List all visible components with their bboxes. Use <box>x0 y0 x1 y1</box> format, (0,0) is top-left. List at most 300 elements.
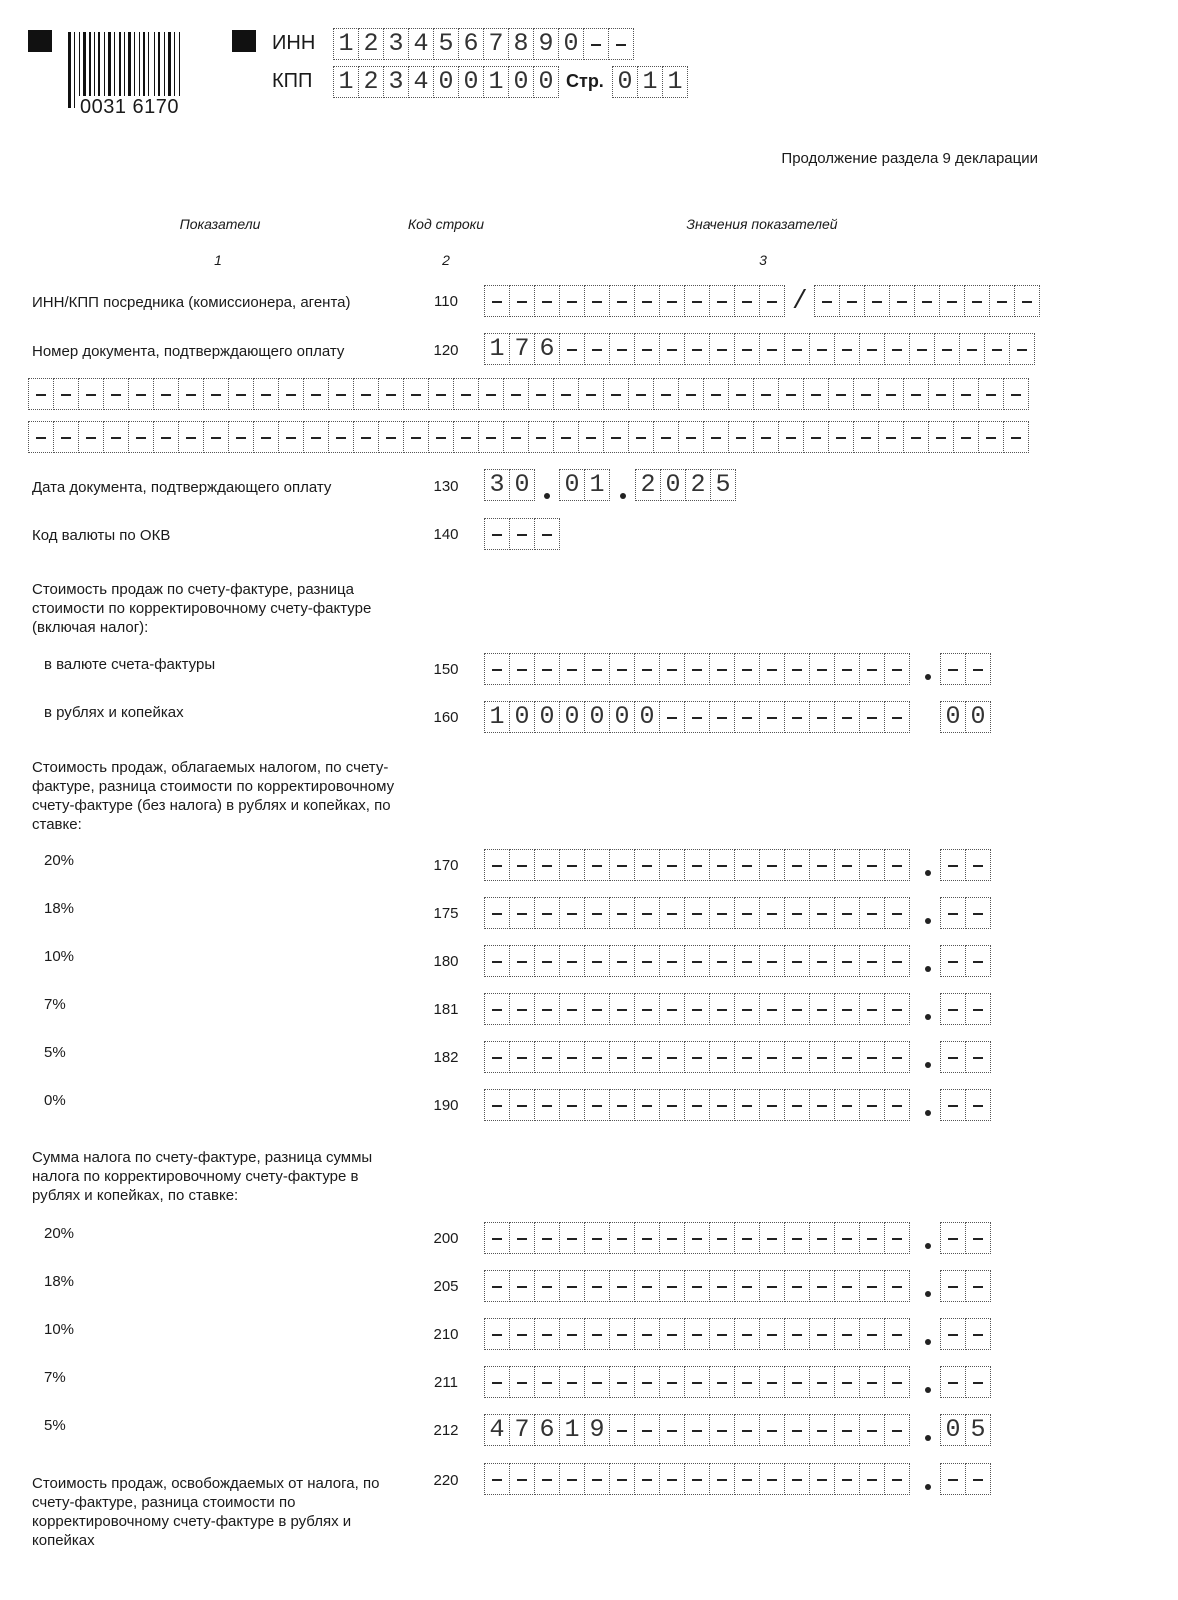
char-cell <box>809 1318 835 1350</box>
char-cell <box>228 421 254 453</box>
char-cell <box>634 1318 660 1350</box>
char-cell <box>734 945 760 977</box>
char-cell <box>709 701 735 733</box>
char-cell: 0 <box>965 701 991 733</box>
date-dot-2 <box>620 493 626 499</box>
char-cell <box>709 1222 735 1254</box>
char-cell <box>609 993 635 1025</box>
char-cell <box>914 285 940 317</box>
char-cell: 9 <box>584 1414 610 1446</box>
column-number-2: 2 <box>442 252 450 268</box>
char-cell <box>659 1089 685 1121</box>
char-cell <box>809 1041 835 1073</box>
char-cell <box>965 1041 991 1073</box>
row-140-field[interactable] <box>484 518 559 550</box>
amount-integer-part <box>484 1463 909 1495</box>
page-number-field[interactable] <box>612 66 687 98</box>
char-cell <box>584 945 610 977</box>
char-cell <box>509 849 535 881</box>
decimal-dot <box>925 1062 931 1068</box>
char-cell <box>509 897 535 929</box>
char-cell <box>484 285 510 317</box>
char-cell <box>253 421 279 453</box>
char-cell <box>884 333 910 365</box>
char-cell <box>659 897 685 929</box>
char-cell <box>839 285 865 317</box>
char-cell <box>634 1463 660 1495</box>
char-cell: 4 <box>408 66 434 98</box>
char-cell <box>509 1366 535 1398</box>
row-150-code: 150 <box>433 661 459 678</box>
char-cell <box>584 285 610 317</box>
char-cell <box>584 333 610 365</box>
char-cell <box>609 1366 635 1398</box>
char-cell <box>484 1318 510 1350</box>
char-cell <box>884 1089 910 1121</box>
row-110-inn-field[interactable] <box>484 285 784 317</box>
char-cell <box>534 897 560 929</box>
char-cell: 1 <box>559 1414 585 1446</box>
amount-integer-part <box>484 1318 909 1350</box>
char-cell <box>609 1089 635 1121</box>
amount-fraction-part <box>940 1089 990 1121</box>
char-cell: 5 <box>965 1414 991 1446</box>
char-cell <box>203 378 229 410</box>
char-cell <box>534 1089 560 1121</box>
char-cell <box>53 378 79 410</box>
char-cell <box>809 993 835 1025</box>
char-cell <box>634 1414 660 1446</box>
char-cell <box>178 378 204 410</box>
char-cell <box>634 897 660 929</box>
char-cell <box>659 1318 685 1350</box>
section-title: Продолжение раздела 9 декларации <box>781 150 1038 167</box>
char-cell <box>403 421 429 453</box>
char-cell <box>584 1463 610 1495</box>
char-cell <box>884 897 910 929</box>
char-cell <box>609 285 635 317</box>
char-cell <box>834 701 860 733</box>
char-cell: 6 <box>534 333 560 365</box>
char-cell: 2 <box>358 28 384 60</box>
char-cell <box>709 285 735 317</box>
char-cell: 4 <box>484 1414 510 1446</box>
char-cell <box>859 1463 885 1495</box>
kpp-field[interactable] <box>333 66 558 98</box>
char-cell <box>428 421 454 453</box>
char-cell <box>103 421 129 453</box>
char-cell <box>634 333 660 365</box>
char-cell <box>734 1463 760 1495</box>
char-cell <box>684 1366 710 1398</box>
char-cell <box>659 945 685 977</box>
row-130-day-field[interactable] <box>484 469 534 501</box>
row-130-year-field[interactable] <box>635 469 735 501</box>
char-cell <box>759 849 785 881</box>
char-cell: 1 <box>484 333 510 365</box>
amount-integer-part <box>484 1041 909 1073</box>
row-205-label: 18% <box>44 1273 75 1290</box>
char-cell <box>734 993 760 1025</box>
char-cell <box>809 897 835 929</box>
alignment-marker-left <box>28 30 52 52</box>
char-cell <box>809 653 835 685</box>
char-cell <box>884 1366 910 1398</box>
char-cell <box>478 421 504 453</box>
char-cell <box>859 1318 885 1350</box>
char-cell <box>684 945 710 977</box>
char-cell <box>784 653 810 685</box>
char-cell <box>534 1041 560 1073</box>
char-cell <box>484 653 510 685</box>
char-cell <box>609 1222 635 1254</box>
amount-integer-part <box>484 993 909 1025</box>
char-cell <box>684 897 710 929</box>
char-cell <box>859 1366 885 1398</box>
char-cell <box>859 1414 885 1446</box>
char-cell <box>1009 333 1035 365</box>
char-cell <box>809 1366 835 1398</box>
char-cell <box>509 1463 535 1495</box>
row-175-label: 18% <box>44 900 75 917</box>
row-120-field-line2[interactable] <box>28 378 1028 410</box>
row-130-month-field[interactable] <box>559 469 609 501</box>
row-212-label: 5% <box>44 1417 66 1434</box>
char-cell <box>534 1366 560 1398</box>
char-cell <box>634 1089 660 1121</box>
char-cell <box>734 849 760 881</box>
char-cell <box>753 378 779 410</box>
row-200-code: 200 <box>433 1230 459 1247</box>
char-cell <box>684 1463 710 1495</box>
char-cell: 1 <box>483 66 509 98</box>
char-cell: 1 <box>333 66 359 98</box>
decimal-dot <box>925 1014 931 1020</box>
char-cell: 0 <box>558 28 584 60</box>
char-cell <box>78 421 104 453</box>
column-header-values: Значения показателей <box>686 216 838 232</box>
char-cell <box>534 1222 560 1254</box>
char-cell <box>709 1463 735 1495</box>
char-cell <box>584 1366 610 1398</box>
char-cell <box>784 993 810 1025</box>
char-cell <box>784 701 810 733</box>
char-cell <box>428 378 454 410</box>
char-cell: 0 <box>940 1414 966 1446</box>
char-cell <box>578 378 604 410</box>
char-cell: 7 <box>483 28 509 60</box>
row-220-code: 220 <box>433 1472 459 1489</box>
char-cell <box>889 285 915 317</box>
row-205-code: 205 <box>433 1278 459 1295</box>
amount-integer-part <box>484 1222 909 1254</box>
char-cell <box>659 849 685 881</box>
row-130-code: 130 <box>433 478 459 495</box>
char-cell <box>734 1366 760 1398</box>
char-cell <box>659 1463 685 1495</box>
char-cell: 0 <box>508 66 534 98</box>
row-150-label: в валюте счета-фактуры <box>44 656 216 673</box>
char-cell <box>303 378 329 410</box>
char-cell <box>784 897 810 929</box>
char-cell <box>559 1089 585 1121</box>
row-160-label: в рублях и копейках <box>44 704 184 721</box>
amount-integer-part <box>484 945 909 977</box>
char-cell <box>509 1222 535 1254</box>
char-cell <box>939 285 965 317</box>
alignment-marker-right <box>232 30 256 52</box>
char-cell <box>684 285 710 317</box>
char-cell <box>509 993 535 1025</box>
char-cell <box>734 701 760 733</box>
char-cell <box>834 849 860 881</box>
char-cell <box>834 1366 860 1398</box>
amount-fraction-part <box>940 701 990 733</box>
decimal-dot <box>925 1339 931 1345</box>
char-cell <box>940 1222 966 1254</box>
inn-field[interactable] <box>333 28 633 60</box>
char-cell <box>653 421 679 453</box>
char-cell: 3 <box>383 66 409 98</box>
char-cell <box>584 1270 610 1302</box>
char-cell: 0 <box>559 469 585 501</box>
char-cell <box>609 897 635 929</box>
char-cell <box>834 333 860 365</box>
column-number-3: 3 <box>759 252 767 268</box>
char-cell <box>584 1041 610 1073</box>
char-cell <box>584 1318 610 1350</box>
char-cell <box>734 1089 760 1121</box>
char-cell <box>653 378 679 410</box>
char-cell <box>484 518 510 550</box>
char-cell <box>928 421 954 453</box>
char-cell <box>828 421 854 453</box>
char-cell <box>878 378 904 410</box>
char-cell <box>909 333 935 365</box>
char-cell <box>484 1089 510 1121</box>
row-182-label: 5% <box>44 1044 66 1061</box>
char-cell <box>734 1318 760 1350</box>
char-cell <box>965 1463 991 1495</box>
char-cell: 1 <box>637 66 663 98</box>
decimal-dot <box>925 918 931 924</box>
char-cell <box>228 378 254 410</box>
char-cell <box>759 1089 785 1121</box>
char-cell <box>759 993 785 1025</box>
char-cell <box>609 849 635 881</box>
char-cell: 0 <box>612 66 638 98</box>
char-cell: 2 <box>685 469 711 501</box>
row-120-field-line3[interactable] <box>28 421 1028 453</box>
char-cell <box>709 993 735 1025</box>
char-cell <box>834 1463 860 1495</box>
row-190-label: 0% <box>44 1092 66 1109</box>
char-cell <box>853 378 879 410</box>
char-cell: 6 <box>534 1414 560 1446</box>
char-cell <box>453 421 479 453</box>
char-cell <box>634 1041 660 1073</box>
char-cell <box>584 1089 610 1121</box>
char-cell <box>684 1414 710 1446</box>
char-cell <box>709 653 735 685</box>
char-cell <box>684 1270 710 1302</box>
char-cell <box>659 701 685 733</box>
char-cell: 9 <box>533 28 559 60</box>
char-cell <box>759 701 785 733</box>
char-cell <box>534 1270 560 1302</box>
char-cell <box>509 945 535 977</box>
amount-fraction-part <box>940 849 990 881</box>
char-cell <box>809 701 835 733</box>
char-cell <box>634 945 660 977</box>
char-cell <box>609 1463 635 1495</box>
char-cell <box>559 945 585 977</box>
row-210-label: 10% <box>44 1321 75 1338</box>
char-cell <box>559 1041 585 1073</box>
char-cell <box>684 1222 710 1254</box>
char-cell <box>628 421 654 453</box>
char-cell <box>784 333 810 365</box>
row-140-code: 140 <box>433 526 459 543</box>
row-120-field-line1[interactable] <box>484 333 1034 365</box>
row-120-label: Номер документа, подтверждающего оплату <box>32 343 345 360</box>
char-cell <box>509 1089 535 1121</box>
row-170-label: 20% <box>44 852 75 869</box>
char-cell: 1 <box>584 469 610 501</box>
char-cell <box>659 1041 685 1073</box>
char-cell: 0 <box>458 66 484 98</box>
char-cell <box>859 945 885 977</box>
char-cell <box>709 1366 735 1398</box>
row-182-code: 182 <box>433 1049 459 1066</box>
char-cell <box>809 1222 835 1254</box>
char-cell <box>559 1318 585 1350</box>
char-cell <box>959 333 985 365</box>
amount-integer-part <box>484 1366 909 1398</box>
char-cell <box>759 1366 785 1398</box>
char-cell <box>759 945 785 977</box>
char-cell <box>609 1270 635 1302</box>
char-cell <box>509 1270 535 1302</box>
char-cell <box>684 1318 710 1350</box>
decimal-dot <box>925 1243 931 1249</box>
char-cell: 0 <box>534 701 560 733</box>
char-cell <box>759 1270 785 1302</box>
char-cell <box>809 1463 835 1495</box>
char-cell <box>584 897 610 929</box>
char-cell <box>734 653 760 685</box>
char-cell <box>965 849 991 881</box>
char-cell: 1 <box>484 701 510 733</box>
decimal-dot <box>925 674 931 680</box>
char-cell <box>853 421 879 453</box>
char-cell <box>884 945 910 977</box>
kpp-label: КПП <box>272 70 313 92</box>
char-cell <box>28 378 54 410</box>
char-cell <box>903 421 929 453</box>
char-cell <box>278 378 304 410</box>
inn-label: ИНН <box>272 32 316 54</box>
char-cell <box>278 421 304 453</box>
char-cell <box>940 1366 966 1398</box>
char-cell <box>734 897 760 929</box>
char-cell <box>453 378 479 410</box>
char-cell <box>859 333 885 365</box>
char-cell <box>28 421 54 453</box>
barcode-bar <box>68 32 71 108</box>
char-cell <box>534 653 560 685</box>
amount-integer-part <box>484 701 909 733</box>
char-cell: 0 <box>509 469 535 501</box>
char-cell <box>303 421 329 453</box>
char-cell <box>784 1222 810 1254</box>
row-110-kpp-field[interactable] <box>814 285 1039 317</box>
char-cell: 0 <box>940 701 966 733</box>
char-cell <box>684 1041 710 1073</box>
char-cell <box>859 897 885 929</box>
char-cell <box>759 1041 785 1073</box>
char-cell <box>709 1041 735 1073</box>
char-cell <box>559 897 585 929</box>
char-cell <box>965 1089 991 1121</box>
char-cell: 2 <box>635 469 661 501</box>
char-cell <box>584 1222 610 1254</box>
char-cell <box>965 945 991 977</box>
char-cell: 0 <box>660 469 686 501</box>
char-cell <box>634 1366 660 1398</box>
group-200-label: Сумма налога по счету-фактуре, разница суммы налога по корректировочному счету-фактуре в рублях и копейках, по ставке: <box>32 1149 373 1204</box>
char-cell: 4 <box>408 28 434 60</box>
row-220-label: Стоимость продаж, освобождаемых от налога, по счету-фактуре, разница стоимости по корректировочному счету-фактуре в рублях и копейках <box>32 1475 380 1549</box>
char-cell <box>709 945 735 977</box>
char-cell <box>834 1089 860 1121</box>
char-cell <box>859 849 885 881</box>
amount-fraction-part <box>940 1222 990 1254</box>
char-cell <box>828 378 854 410</box>
char-cell <box>859 1041 885 1073</box>
char-cell <box>759 653 785 685</box>
char-cell <box>884 1270 910 1302</box>
char-cell <box>484 945 510 977</box>
char-cell: 0 <box>559 701 585 733</box>
amount-fraction-part <box>940 653 990 685</box>
char-cell <box>803 421 829 453</box>
char-cell <box>984 333 1010 365</box>
char-cell: 0 <box>609 701 635 733</box>
char-cell: 0 <box>634 701 660 733</box>
decimal-dot <box>925 966 931 972</box>
char-cell <box>709 849 735 881</box>
row-140-label: Код валюты по ОКВ <box>32 527 171 544</box>
amount-integer-part <box>484 1270 909 1302</box>
char-cell <box>684 993 710 1025</box>
page-label: Стр. <box>566 71 604 91</box>
row-190-code: 190 <box>433 1097 459 1114</box>
char-cell <box>903 378 929 410</box>
char-cell <box>709 333 735 365</box>
char-cell <box>940 1089 966 1121</box>
char-cell <box>684 701 710 733</box>
char-cell <box>703 421 729 453</box>
char-cell <box>684 1089 710 1121</box>
char-cell <box>784 1318 810 1350</box>
char-cell <box>884 1222 910 1254</box>
char-cell <box>965 1318 991 1350</box>
char-cell <box>528 421 554 453</box>
char-cell <box>978 421 1004 453</box>
char-cell <box>784 1366 810 1398</box>
char-cell <box>659 1366 685 1398</box>
